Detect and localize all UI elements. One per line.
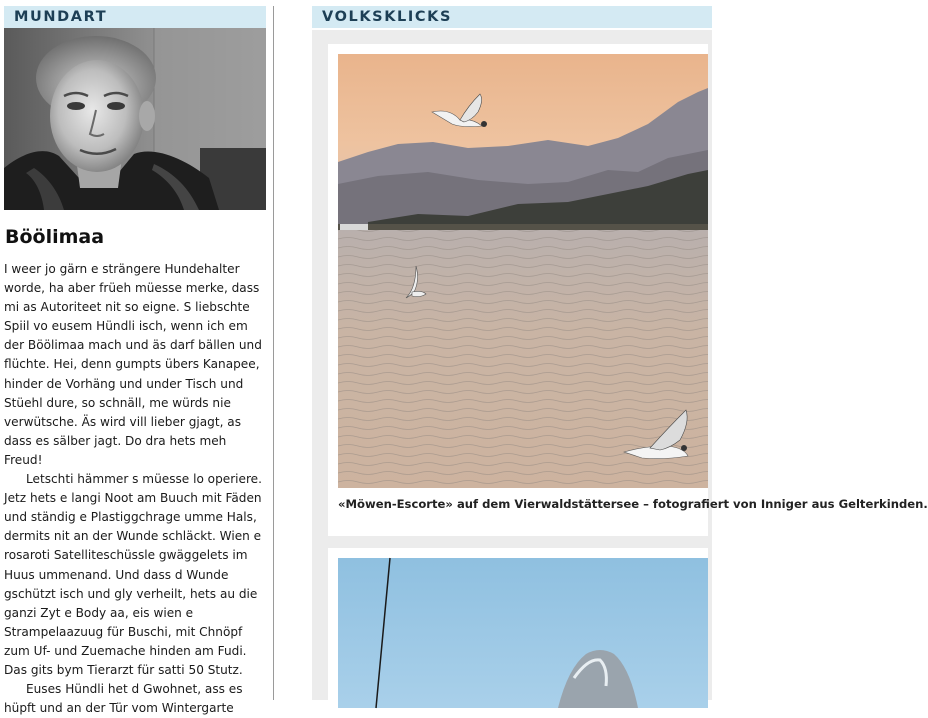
lake-photo (338, 54, 708, 488)
article-body (4, 260, 266, 718)
mundart-column (4, 6, 266, 718)
article-title: Böölimaa (5, 226, 105, 248)
volksklicks-column (312, 6, 712, 28)
author-portrait (4, 28, 266, 210)
mundart-section-header: MUNDART (4, 6, 266, 28)
article-paragraph: Euses Hündli het d Gwohnet, ass es hüpft und an der Tür vom Wintergarte (4, 682, 243, 716)
author-portrait-image (4, 28, 266, 210)
article-paragraph: I weer jo gärn e strängere Hundehalter worde, ha aber früeh müesse merke, dass mi as Autoriteet nit so eigne. S liebschte Spiil vo eusem Hündli isch, wenn ich em der Böölimaa mach und äs darf bällen und flüchte. Hei, denn gumpts übers Kanapee, hinder de Vorhäng und under Tisch und Stüehl dure, so schnäll, me würds nie verwütsche. Äs wird vill lieber gjagt, as dass es sälber jagt. Do dra hets meh Freud! (4, 262, 262, 467)
lake-gulls-photo (338, 54, 708, 488)
article-paragraph: Letschti hämmer s müesse lo operiere. Jetz hets e langi Noot am Buuch mit Fäden und ständig e Plastiggchrage umme Hals, dermits nit an der Wunde schläckt. Wien e rosaroti Satelliteschüssle gwäggelets im Huus ummenand. Und dass d Wunde gschützt isch und gly verheilt, hets au die ganzi Zyt e Body aa, eis wien e Strampelaazuug für Buschi, mit Chnöpf zum Uf- und Zuemache hinden am Fudi. Das gits bym Tierarzt für satti 50 Stutz. (4, 472, 262, 677)
photo-card (328, 44, 928, 536)
photo-card (328, 548, 708, 708)
photo-caption: «Möwen-Escorte» auf dem Vierwaldstättersee – fotografiert von Inniger aus Gelterkinden. (338, 497, 928, 511)
sky-mountain-photo (338, 558, 708, 708)
volksklicks-section-header: VOLKSKLICKS (312, 6, 712, 28)
second-photo (338, 558, 708, 708)
column-divider (273, 6, 274, 700)
